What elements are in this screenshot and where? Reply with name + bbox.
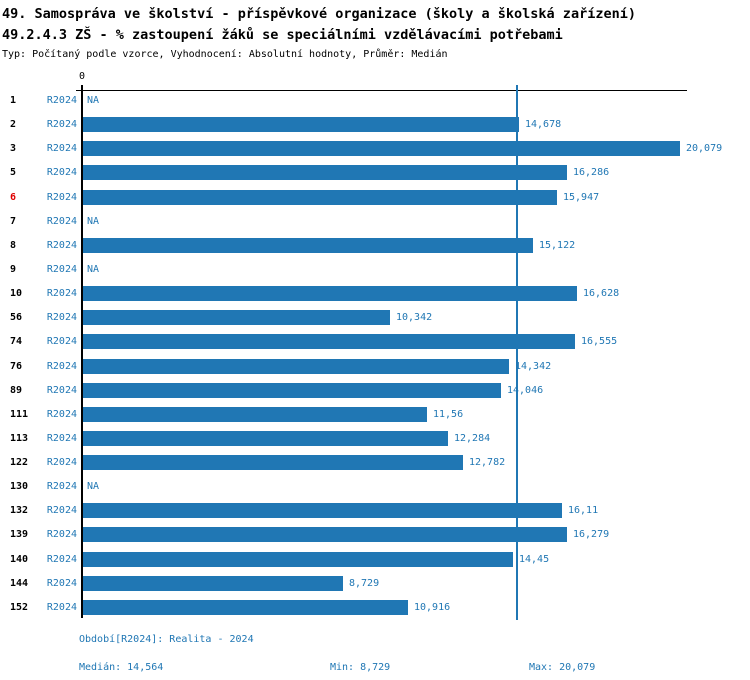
chart-meta-line: Typ: Počítaný podle vzorce, Vyhodnocení: Absolutní hodnoty, Průměr: Medián xyxy=(2,49,448,60)
bar xyxy=(83,359,509,374)
bar-value-label: 14,046 xyxy=(507,385,544,396)
chart-row xyxy=(0,307,750,331)
chart-row xyxy=(0,549,750,573)
row-number: 6 xyxy=(10,192,17,203)
bar xyxy=(83,455,463,470)
bar-value-label: NA xyxy=(87,216,100,227)
row-period-label: R2024 xyxy=(46,529,77,540)
chart-row xyxy=(0,452,750,476)
bar-value-label: 12,782 xyxy=(469,457,506,468)
bar-value-label: 10,342 xyxy=(396,312,433,323)
bar-value-label: 20,079 xyxy=(686,143,723,154)
page-title-line2: 49.2.4.3 ZŠ - % zastoupení žáků se speciálními vzdělávacími potřebami xyxy=(2,27,563,43)
bar xyxy=(83,117,519,132)
row-period-label: R2024 xyxy=(46,216,77,227)
chart-row xyxy=(0,380,750,404)
row-number: 122 xyxy=(10,457,29,468)
bar-value-label: 12,284 xyxy=(454,433,491,444)
chart-row xyxy=(0,428,750,452)
bar xyxy=(83,141,680,156)
bar-value-label: NA xyxy=(87,481,100,492)
row-period-label: R2024 xyxy=(46,143,77,154)
row-period-label: R2024 xyxy=(46,457,77,468)
bar-value-label: 14,342 xyxy=(515,361,552,372)
row-number: 56 xyxy=(10,312,23,323)
row-period-label: R2024 xyxy=(46,312,77,323)
row-number: 9 xyxy=(10,264,17,275)
footer-period: Období[R2024]: Realita - 2024 xyxy=(79,634,254,645)
row-period-label: R2024 xyxy=(46,409,77,420)
bar xyxy=(83,190,557,205)
chart-row xyxy=(0,162,750,186)
bar xyxy=(83,552,513,567)
chart-row xyxy=(0,138,750,162)
bar xyxy=(83,600,408,615)
chart-row xyxy=(0,476,750,500)
chart-row xyxy=(0,356,750,380)
row-period-label: R2024 xyxy=(46,554,77,565)
bar-value-label: 10,916 xyxy=(414,602,451,613)
bar-value-label: 16,286 xyxy=(573,167,610,178)
row-number: 130 xyxy=(10,481,29,492)
row-number: 3 xyxy=(10,143,17,154)
bar-value-label: NA xyxy=(87,95,100,106)
row-period-label: R2024 xyxy=(46,481,77,492)
row-period-label: R2024 xyxy=(46,167,77,178)
row-number: 111 xyxy=(10,409,29,420)
chart-row xyxy=(0,524,750,548)
row-period-label: R2024 xyxy=(46,578,77,589)
bar-value-label: 16,628 xyxy=(583,288,620,299)
row-number: 140 xyxy=(10,554,29,565)
bar xyxy=(83,310,390,325)
bar xyxy=(83,503,562,518)
row-number: 139 xyxy=(10,529,29,540)
bar-value-label: 8,729 xyxy=(349,578,380,589)
row-period-label: R2024 xyxy=(46,336,77,347)
row-number: 5 xyxy=(10,167,17,178)
row-period-label: R2024 xyxy=(46,95,77,106)
row-period-label: R2024 xyxy=(46,119,77,130)
footer-max: Max: 20,079 xyxy=(529,662,596,673)
chart-row xyxy=(0,235,750,259)
chart-rows xyxy=(0,90,750,621)
row-number: 8 xyxy=(10,240,17,251)
page-title-line1: 49. Samospráva ve školství - příspěvkové organizace (školy a školská zařízení) xyxy=(2,6,636,22)
row-period-label: R2024 xyxy=(46,240,77,251)
chart-row xyxy=(0,597,750,621)
bar xyxy=(83,383,501,398)
row-number: 10 xyxy=(10,288,23,299)
bar xyxy=(83,286,577,301)
row-number: 152 xyxy=(10,602,29,613)
bar-value-label: 11,56 xyxy=(433,409,464,420)
row-number: 144 xyxy=(10,578,29,589)
bar-value-label: NA xyxy=(87,264,100,275)
row-number: 76 xyxy=(10,361,23,372)
row-period-label: R2024 xyxy=(46,385,77,396)
bar xyxy=(83,527,567,542)
footer-min: Min: 8,729 xyxy=(330,662,391,673)
bar-value-label: 16,555 xyxy=(581,336,618,347)
chart-row xyxy=(0,211,750,235)
bar-value-label: 14,678 xyxy=(525,119,562,130)
row-number: 89 xyxy=(10,385,23,396)
bar-value-label: 15,122 xyxy=(539,240,576,251)
chart-row xyxy=(0,331,750,355)
row-period-label: R2024 xyxy=(46,505,77,516)
row-period-label: R2024 xyxy=(46,264,77,275)
bar xyxy=(83,576,343,591)
chart-row xyxy=(0,90,750,114)
row-period-label: R2024 xyxy=(46,361,77,372)
row-number: 7 xyxy=(10,216,17,227)
bar xyxy=(83,238,533,253)
row-number: 113 xyxy=(10,433,29,444)
row-number: 74 xyxy=(10,336,23,347)
chart-row xyxy=(0,187,750,211)
bar xyxy=(83,407,427,422)
row-number: 2 xyxy=(10,119,17,130)
bar-value-label: 16,11 xyxy=(568,505,599,516)
bar-value-label: 16,279 xyxy=(573,529,610,540)
row-period-label: R2024 xyxy=(46,433,77,444)
row-number: 1 xyxy=(10,95,17,106)
bar xyxy=(83,431,448,446)
chart-row xyxy=(0,573,750,597)
footer-median: Medián: 14,564 xyxy=(79,662,164,673)
bar-value-label: 15,947 xyxy=(563,192,600,203)
bar xyxy=(83,334,575,349)
chart-row xyxy=(0,404,750,428)
row-period-label: R2024 xyxy=(46,288,77,299)
chart-row xyxy=(0,259,750,283)
axis-zero-label: 0 xyxy=(78,71,86,82)
chart-row xyxy=(0,283,750,307)
row-period-label: R2024 xyxy=(46,192,77,203)
bar xyxy=(83,165,567,180)
row-number: 132 xyxy=(10,505,29,516)
chart-row xyxy=(0,500,750,524)
row-period-label: R2024 xyxy=(46,602,77,613)
bar-value-label: 14,45 xyxy=(519,554,550,565)
chart-row xyxy=(0,114,750,138)
